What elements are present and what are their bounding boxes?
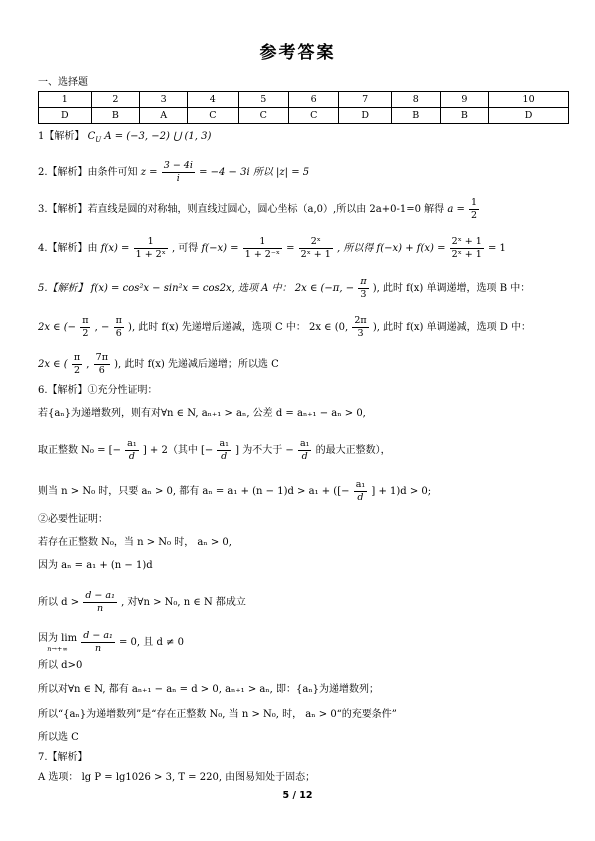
q5-l3-b: ,	[86, 359, 90, 370]
q6-line-10: 所以“{aₙ}为递增数列”是“存在正整数 N₀, 当 n > N₀, 时， aₙ > 0“的充要条件”	[38, 709, 397, 720]
answer-number-cell: 3	[140, 92, 188, 108]
q1-math-c: C	[87, 131, 96, 142]
answer-letter-cell: C	[188, 108, 238, 124]
q6-l3-a: 则当 n > N₀ 时，只要 aₙ > 0, 都有 aₙ = a₁ + (n − 1)d > a₁ + ([−	[38, 486, 350, 497]
q6-l7-den: n	[94, 643, 102, 654]
q3-fraction	[469, 197, 479, 222]
q6-line-8: 所以 d>0	[38, 660, 83, 671]
q6-l2-e: 的最大正整数），	[315, 445, 391, 456]
q4-d2: 1 + 2⁻ˣ	[244, 249, 280, 260]
q5-l2-frac-3	[352, 315, 368, 340]
q5-l1-den: 3	[360, 289, 367, 300]
q6-line-2	[38, 438, 391, 463]
page-number: 5 / 12	[282, 790, 313, 801]
q4-eq: =	[286, 243, 295, 254]
q6-heading-2: ②必要性证明：	[38, 514, 108, 525]
q6-lim-word: 因为 lim	[38, 632, 78, 644]
q5-l3-d2: 6	[98, 365, 105, 376]
answer-letter-cell: B	[440, 108, 489, 124]
q5-l3-d1: 2	[73, 365, 80, 376]
answer-number-cell: 10	[489, 92, 569, 108]
q6-l6-frac	[83, 590, 117, 615]
q3-num: 1	[471, 197, 478, 208]
section-heading: 一、选择题	[38, 77, 88, 88]
q6-l2-frac-1	[125, 438, 138, 463]
q6-l3-b: ] + 1)d > 0;	[371, 486, 432, 497]
q3-den: 2	[471, 210, 478, 221]
q6-l7-num: d − a₁	[83, 630, 113, 641]
answer-number-cell: 4	[188, 92, 238, 108]
q5-l2-frac-1	[80, 315, 90, 340]
q3-prefix: 3.【解析】若直线是圆的对称轴，则直线过圆心，圆心坐标（a,0）,所以由 2a+0-1=0 解得	[38, 204, 448, 215]
q6-l6-a: 所以 d >	[38, 597, 80, 608]
q4-frac-2	[243, 236, 282, 261]
q6-l2-n3: a₁	[299, 438, 310, 449]
q6-l6-b: , 对∀n > N₀, n ∈ N 都成立	[121, 597, 246, 608]
q4-prefix: 4.【解析】由	[38, 243, 101, 254]
q6-lim-sub: n→+∞	[47, 644, 68, 653]
q1-math-sub: U	[95, 136, 102, 144]
q6-l6-num: d − a₁	[85, 590, 115, 601]
q6-line-1: 若{aₙ}为递增数列，则有对∀n ∈ N, aₙ₊₁ > aₙ, 公差 d = aₙ₊₁ − aₙ > 0,	[38, 408, 366, 419]
q5-l2-a: 2x ∈ (−	[38, 322, 77, 333]
q4-n3: 2ˣ	[299, 236, 333, 249]
answer-letter-cell: C	[288, 108, 338, 124]
q6-l2-n2: a₁	[219, 438, 229, 449]
q6-line-6	[38, 590, 246, 615]
q5-l1-pre: 5.【解析】 f(x) = cos²x − sin²x = cos2x, 选项 A 中： 2x ∈ (−π, −	[38, 283, 355, 294]
q1-prefix: 1【解析】	[38, 131, 85, 142]
q6-heading: 6.【解析】①充分性证明：	[38, 385, 158, 396]
answer-letter-cell: B	[391, 108, 440, 124]
answer-table-number-row	[39, 92, 569, 108]
q6-l3-num: a₁	[355, 479, 366, 490]
q6-l3-frac	[354, 479, 367, 504]
q6-lim	[38, 633, 77, 653]
q6-l2-d1: d	[128, 451, 135, 462]
q6-l2-frac-3	[298, 438, 311, 463]
q4-n1: 1	[134, 236, 168, 249]
q6-l2-n1: a₁	[127, 438, 137, 449]
q6-l2-b: ] + 2（其中 [−	[142, 445, 214, 456]
q5-l2-d1: 2	[82, 328, 89, 339]
q7-heading: 7.【解析】	[38, 752, 88, 763]
q2-post: = −4 − 3i 所以 |z| = 5	[199, 167, 310, 178]
q2-prefix: 2.【解析】由条件可知	[38, 167, 141, 178]
answer-table-answer-row	[39, 108, 569, 124]
q5-l2-e: ), 此时 f(x) 单调递减，选项 D 中：	[372, 322, 532, 333]
q4-mid2: , 所以得 f(−x) + f(x) =	[336, 243, 446, 254]
q5-l2-n2: π	[115, 315, 122, 326]
q6-l2-d2: d	[221, 451, 228, 462]
q5-line-2	[38, 315, 531, 340]
q6-l2-frac-2	[217, 438, 230, 463]
q5-l1-frac	[358, 276, 368, 301]
q2-line	[38, 160, 309, 185]
answer-number-cell: 9	[440, 92, 489, 108]
q4-n2: 1	[243, 236, 282, 249]
answer-number-cell: 2	[91, 92, 140, 108]
q5-l2-b: , −	[94, 322, 110, 333]
q5-l3-frac-1	[72, 352, 82, 377]
q4-f1: f(x) =	[100, 243, 130, 254]
q4-end: = 1	[487, 243, 506, 254]
q5-l3-n1: π	[73, 352, 81, 363]
q2-lhs: z =	[140, 167, 158, 178]
q2-fraction	[162, 160, 195, 185]
q5-line-3	[38, 352, 279, 377]
q7-line-1: A 选项： lg P = lg1026 > 3, T = 220, 由图易知处于固态；	[38, 772, 316, 783]
q4-frac-1	[134, 236, 168, 261]
page-title: 参考答案	[259, 43, 336, 63]
q4-d3: 2ˣ + 1	[300, 249, 331, 260]
q5-l3-frac-2	[94, 352, 110, 377]
q6-l6-den: n	[97, 603, 104, 614]
q4-mid1: , 可得	[171, 243, 202, 254]
q6-line-9: 所以对∀n ∈ N, 都有 aₙ₊₁ − aₙ = d > 0, aₙ₊₁ > aₙ, 即：{aₙ}为递增数列；	[38, 684, 380, 695]
q6-l3-den: d	[357, 492, 364, 503]
q1-math-rest: A = (−3, −2) ⋃ (1, 3)	[104, 131, 212, 142]
q5-l1-post: ), 此时 f(x) 单调递增，选项 B 中：	[372, 283, 531, 294]
q5-l2-d2: 6	[115, 328, 122, 339]
q6-line-7	[38, 630, 184, 655]
answer-letter-cell: C	[238, 108, 288, 124]
q4-n4: 2ˣ + 1	[451, 236, 482, 247]
answer-number-cell: 8	[391, 92, 440, 108]
q5-l2-d3: 3	[357, 328, 364, 339]
q6-l7-b: = 0, 且 d ≠ 0	[119, 637, 184, 648]
q6-line-11: 所以选 C	[38, 732, 79, 743]
q5-line-1	[38, 276, 530, 301]
q3-line	[38, 197, 480, 222]
q4-d1: 1 + 2ˣ	[135, 249, 166, 260]
q5-l2-n3: 2π	[354, 315, 367, 326]
answer-number-cell: 7	[339, 92, 392, 108]
answer-number-cell: 1	[39, 92, 92, 108]
answer-table	[38, 91, 569, 124]
q5-l3-n2: 7π	[95, 352, 108, 363]
q3-lhs: a =	[447, 204, 465, 215]
q5-l2-frac-2	[114, 315, 124, 340]
q5-l2-c: ), 此时 f(x) 先递增后递减，选项 C 中： 2x ∈ (0,	[128, 322, 349, 333]
q5-l2-n1: π	[82, 315, 89, 326]
q6-l2-d3: d	[301, 451, 308, 462]
answer-letter-cell: D	[489, 108, 569, 124]
q4-line	[38, 236, 506, 261]
q2-num: 3 − 4i	[163, 160, 193, 171]
q5-l1-num: π	[360, 276, 367, 287]
answer-letter-cell: A	[140, 108, 188, 124]
answer-letter-cell: D	[339, 108, 392, 124]
q1-line	[38, 130, 211, 147]
q4-f2: f(−x) =	[201, 243, 239, 254]
q6-l2-a: 取正整数 N₀ = [−	[38, 445, 121, 456]
answer-letter-cell: B	[91, 108, 140, 124]
answer-number-cell: 6	[288, 92, 338, 108]
q4-frac-3	[299, 236, 333, 261]
answer-letter-cell: D	[39, 108, 92, 124]
q6-l2-c: ] 为不大于 −	[235, 445, 294, 456]
q6-line-4: 若存在正整数 N₀，当 n > N₀ 时， aₙ > 0,	[38, 537, 232, 548]
q6-l7-frac	[81, 630, 115, 655]
q5-l3-c: ), 此时 f(x) 先递减后递增；所以选 C	[114, 359, 279, 370]
q4-frac-4	[450, 236, 484, 261]
q6-line-3	[38, 479, 431, 504]
q4-d4: 2ˣ + 1	[451, 249, 482, 260]
q6-line-5: 因为 aₙ = a₁ + (n − 1)d	[38, 560, 153, 571]
q2-den: i	[176, 173, 180, 184]
q5-l3-a: 2x ∈ (	[38, 359, 68, 370]
answer-number-cell: 5	[238, 92, 288, 108]
